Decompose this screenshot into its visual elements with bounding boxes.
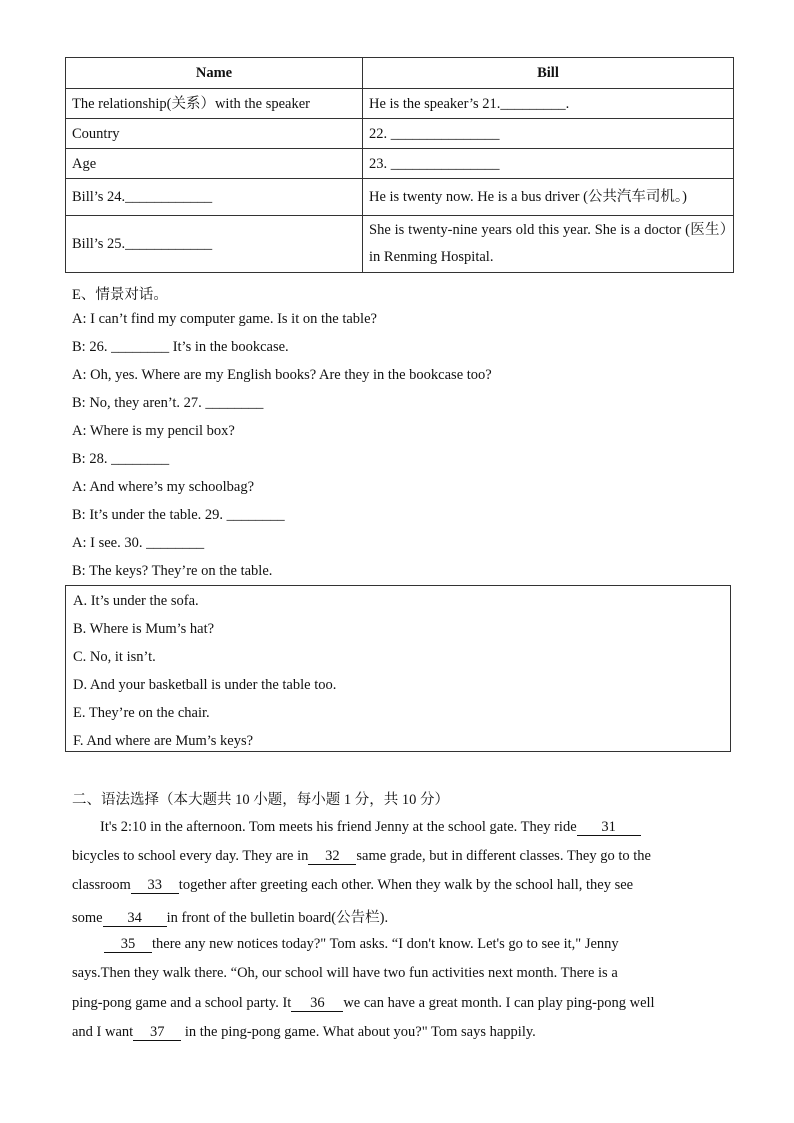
passage-text: in the ping-pong game. What about you?" Tom says happily.	[181, 1024, 536, 1040]
passage-line	[72, 906, 388, 927]
table-cell: Bill’s 25.____________	[66, 216, 363, 273]
passage-line	[72, 1024, 536, 1041]
section-2-heading: 二、语法选择（本大题共 10 小题，每小题 1 分，共 10 分）	[72, 792, 449, 808]
table-cell: Bill’s 24.____________	[66, 179, 363, 216]
table-cell: 22. _______________	[363, 119, 734, 149]
option-f: F. And where are Mum’s keys?	[73, 733, 254, 749]
dialogue-line: B: No, they aren’t. 27. ________	[72, 395, 264, 411]
passage-text: some	[72, 910, 103, 926]
blank-35: 35	[104, 937, 152, 953]
dialogue-line: A: I can’t find my computer game. Is it on the table?	[72, 311, 377, 327]
passage-text: and I want	[72, 1024, 134, 1040]
table-header-bill: Bill	[363, 58, 734, 89]
passage-text: It's 2:10 in the afternoon. Tom meets his friend Jenny at the school gate. They ride	[100, 819, 577, 835]
blank-34: 34	[103, 911, 167, 927]
option-b: B. Where is Mum’s hat?	[73, 621, 215, 637]
option-e: E. They’re on the chair.	[73, 705, 210, 721]
section-e-heading: E、情景对话。	[72, 287, 168, 303]
dialogue-line: A: I see. 30. ________	[72, 535, 205, 551]
info-table	[65, 57, 734, 273]
passage-text: we can have a great month. I can play ping-pong well	[343, 995, 655, 1011]
passage-line	[100, 819, 641, 836]
passage-line	[72, 877, 633, 894]
option-c: C. No, it isn’t.	[73, 649, 156, 665]
passage-text: in front of the bulletin board(公告栏).	[166, 910, 389, 926]
dialogue-line: B: 28. ________	[72, 451, 170, 467]
option-a: A. It’s under the sofa.	[73, 593, 199, 609]
passage-line	[72, 995, 655, 1012]
passage-text: classroom	[72, 877, 131, 893]
dialogue-line: A: Where is my pencil box?	[72, 423, 235, 439]
blank-33: 33	[131, 878, 179, 894]
dialogue-line: B: It’s under the table. 29. ________	[72, 507, 285, 523]
table-row	[66, 149, 734, 179]
table-cell: Age	[66, 149, 363, 179]
passage-text: ping-pong game and a school party. It	[72, 995, 292, 1011]
table-cell: 23. _______________	[363, 149, 734, 179]
passage-line	[104, 936, 619, 953]
dialogue-line: A: And where’s my schoolbag?	[72, 479, 255, 495]
table-cell: She is twenty-nine years old this year. She is a doctor (医生）in Renming Hospital.	[363, 216, 734, 273]
passage-text: bicycles to school every day. They are in	[72, 848, 309, 864]
passage-line	[72, 848, 651, 865]
table-row	[66, 119, 734, 149]
passage-text: together after greeting each other. When they walk by the school hall, they see	[178, 877, 634, 893]
passage-text: same grade, but in different classes. They go to the	[356, 848, 651, 864]
blank-31: 31	[577, 820, 641, 836]
dialogue-line: B: 26. ________ It’s in the bookcase.	[72, 339, 289, 355]
table-row	[66, 89, 734, 119]
table-cell: He is twenty now. He is a bus driver (公共汽车司机。)	[363, 179, 734, 216]
dialogue-line: A: Oh, yes. Where are my English books? Are they in the bookcase too?	[72, 367, 492, 383]
blank-36: 36	[291, 996, 343, 1012]
table-row	[66, 216, 734, 273]
passage-line: says.Then they walk there. “Oh, our school will have two fun activities next month. There is a	[72, 965, 618, 981]
table-cell: Country	[66, 119, 363, 149]
table-header-name: Name	[66, 58, 363, 89]
table-row	[66, 179, 734, 216]
table-cell: He is the speaker’s 21._________.	[363, 89, 734, 119]
table-cell: The relationship(关系）with the speaker	[66, 89, 363, 119]
blank-32: 32	[308, 849, 356, 865]
options-box	[65, 585, 731, 752]
passage-text: there any new notices today?" Tom asks. “I don't know. Let's go to see it," Jenny	[152, 936, 619, 952]
blank-37: 37	[133, 1025, 181, 1041]
option-d: D. And your basketball is under the table too.	[73, 677, 337, 693]
dialogue-line: B: The keys? They’re on the table.	[72, 563, 273, 579]
